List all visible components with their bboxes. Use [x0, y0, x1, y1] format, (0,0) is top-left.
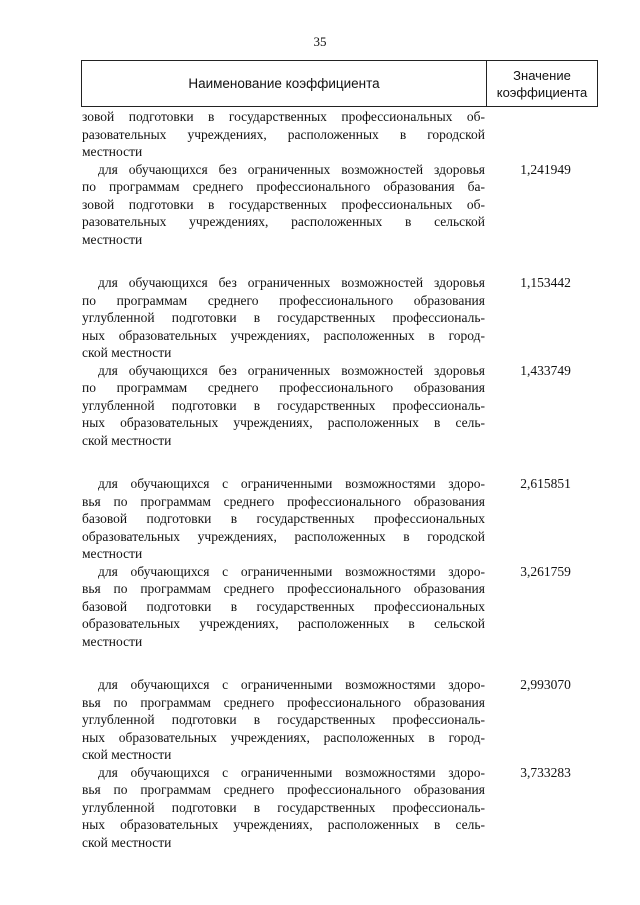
text-line: местности	[82, 231, 143, 247]
coefficient-description	[82, 676, 485, 764]
coefficient-row	[82, 563, 598, 651]
coefficient-value: 3,733283	[520, 764, 571, 780]
coefficient-description	[82, 362, 485, 450]
column-header-value	[487, 61, 597, 106]
text-line: углубленной подготовки в государственных профессиональ-	[82, 712, 485, 727]
coefficient-row	[82, 362, 598, 450]
coefficient-description	[82, 563, 485, 651]
text-line: ных образовательных учреждениях, расположенных в город-	[82, 327, 485, 343]
text-line: для обучающихся с ограниченными возможностями здоро-	[98, 476, 485, 491]
table-header	[81, 60, 598, 107]
row-spacer	[82, 449, 598, 475]
text-line: вья по программам среднего профессионального образования	[82, 694, 485, 710]
text-line: местности	[82, 546, 143, 561]
coefficient-value: 2,615851	[520, 476, 571, 491]
coefficient-description	[82, 108, 485, 161]
text-line: для обучающихся с ограниченными возможностями здоро-	[98, 677, 485, 692]
coefficient-value	[485, 108, 598, 161]
text-line: по программам среднего профессионального образования	[82, 292, 485, 308]
text-line: вья по программам среднего профессионального образования	[82, 493, 485, 509]
text-line: разовательных учреждениях, расположенных в городской	[82, 126, 485, 142]
coefficient-description	[82, 475, 485, 563]
coefficient-row	[82, 475, 598, 563]
text-line: базовой подготовки в государственных профессиональных	[82, 598, 485, 614]
text-line: зовой подготовки в государственных профессиональных об-	[82, 196, 485, 212]
coefficient-value: 1,433749	[520, 362, 571, 378]
text-line: для обучающихся без ограниченных возможностей здоровья	[98, 275, 485, 290]
text-line: ской местности	[82, 432, 172, 448]
text-line: ской местности	[82, 747, 172, 762]
text-line: вья по программам среднего профессионального образования	[82, 782, 485, 797]
text-line: местности	[82, 144, 143, 159]
text-line: вья по программам среднего профессионального образования	[82, 581, 485, 596]
row-spacer	[82, 248, 598, 274]
row-spacer	[82, 650, 598, 676]
coefficient-row	[82, 274, 598, 362]
text-line: местности	[82, 633, 143, 649]
coefficient-description	[82, 764, 485, 852]
text-line: образовательных учреждениях, расположенных в городской	[82, 528, 485, 544]
text-line: по программам среднего профессионального образования ба-	[82, 179, 485, 194]
text-line: базовой подготовки в государственных профессиональных	[82, 511, 485, 526]
text-line: ской местности	[82, 834, 172, 850]
column-header-value-line1: Значение	[513, 67, 571, 83]
text-line: для обучающихся без ограниченных возможностей здоровья	[98, 362, 485, 378]
text-line: разовательных учреждениях, расположенных в сельской	[82, 214, 485, 229]
coefficient-value: 3,261759	[520, 563, 571, 579]
text-line: ской местности	[82, 345, 172, 360]
text-line: для обучающихся с ограниченными возможностями здоро-	[98, 563, 485, 579]
coefficient-value: 1,241949	[520, 161, 571, 177]
column-header-value-line2: коэффициента	[496, 84, 588, 100]
coefficient-description	[82, 161, 485, 249]
text-line: для обучающихся с ограниченными возможностями здоро-	[98, 764, 485, 780]
coefficient-row	[82, 764, 598, 852]
text-line: углубленной подготовки в государственных профессиональ-	[82, 799, 485, 815]
text-line: ных образовательных учреждениях, расположенных в сель-	[82, 817, 485, 832]
text-line: ных образовательных учреждениях, расположенных в сель-	[82, 415, 485, 430]
coefficient-row	[82, 161, 598, 249]
coefficient-row	[82, 676, 598, 764]
coefficient-row	[82, 108, 598, 161]
text-line: для обучающихся без ограниченных возможностей здоровья	[98, 161, 485, 177]
coefficient-value: 2,993070	[520, 677, 571, 692]
coefficient-value: 1,153442	[520, 275, 571, 290]
text-line: углубленной подготовки в государственных профессиональ-	[82, 397, 485, 413]
text-line: по программам среднего профессионального образования	[82, 380, 485, 395]
text-line: образовательных учреждениях, расположенных в сельской	[82, 616, 485, 631]
page-number: 35	[313, 34, 327, 49]
text-line: ных образовательных учреждениях, расположенных в город-	[82, 729, 485, 745]
text-line: углубленной подготовки в государственных профессиональ-	[82, 310, 485, 325]
coefficient-list	[82, 108, 598, 851]
text-line: зовой подготовки в государственных профессиональных об-	[82, 109, 485, 124]
coefficient-description	[82, 274, 485, 362]
column-header-name: Наименование коэффициента	[82, 61, 487, 106]
